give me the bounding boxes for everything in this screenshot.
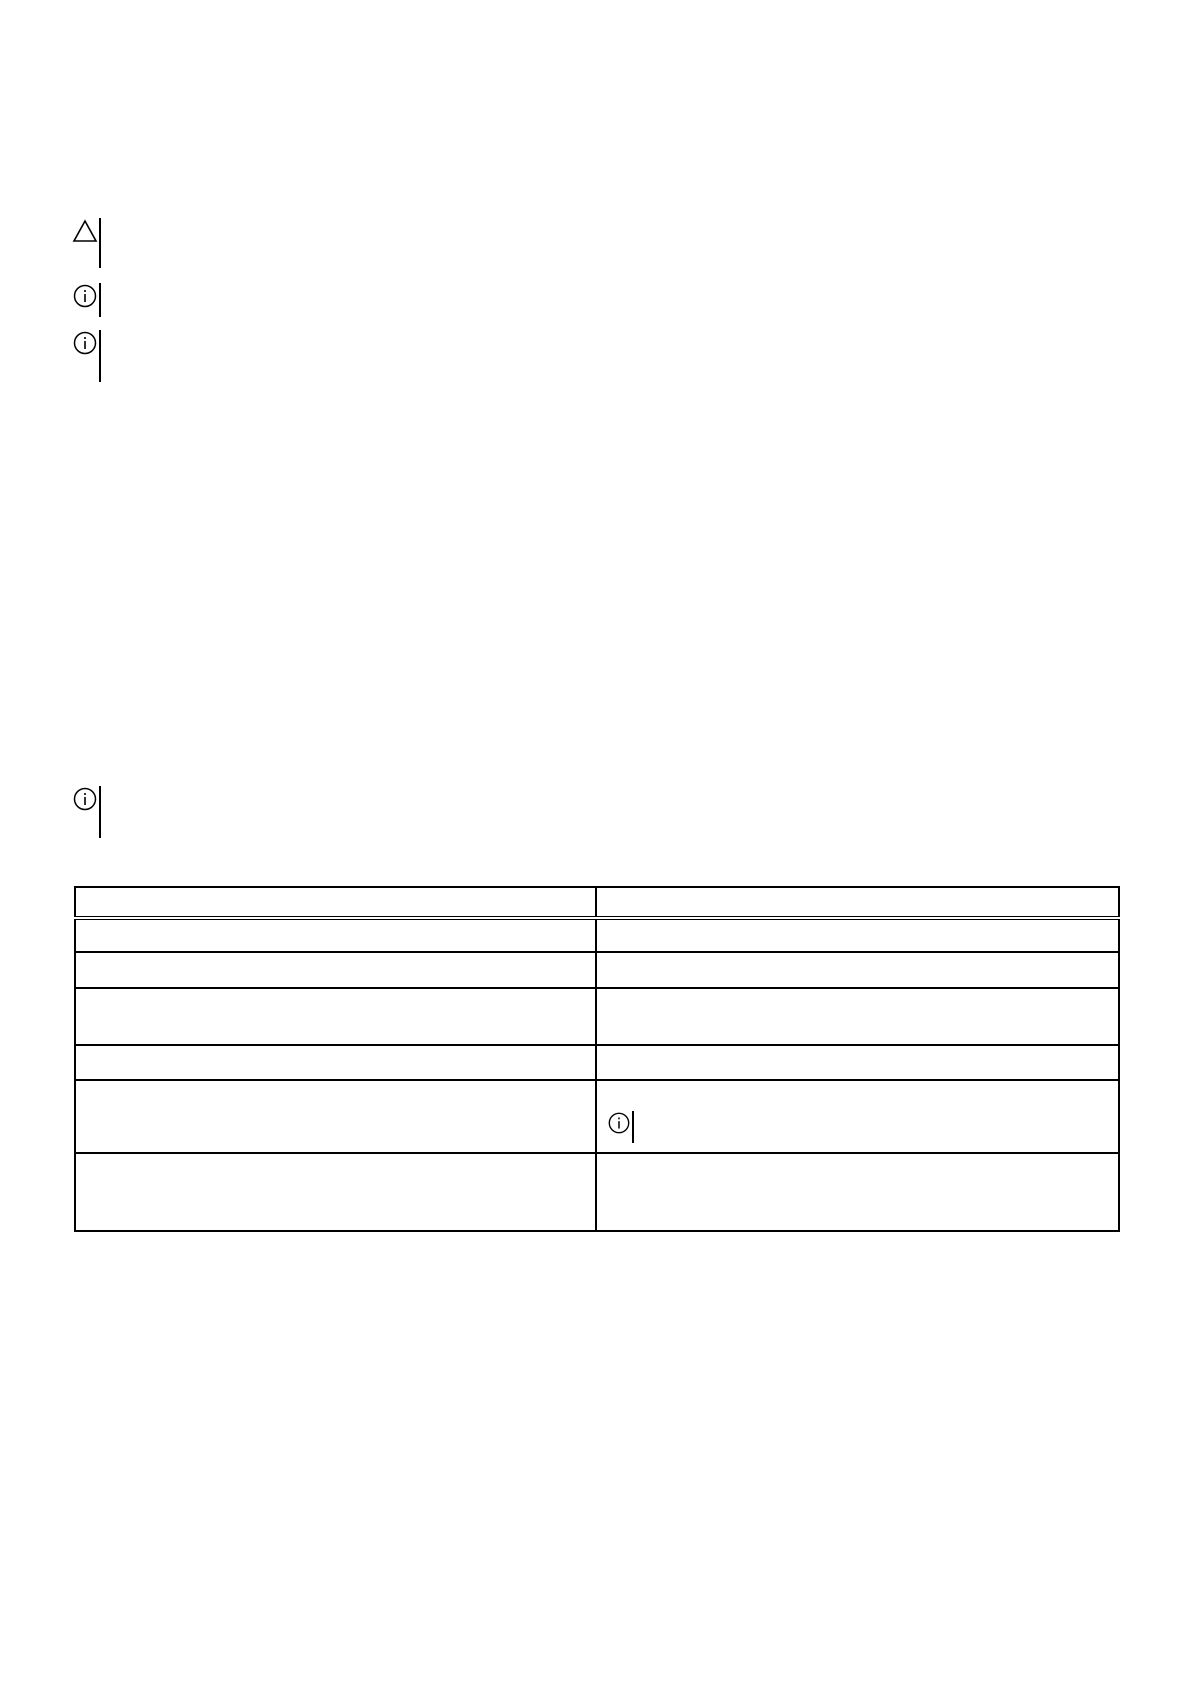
callout-bar: [99, 330, 101, 382]
table-cell: [75, 988, 596, 1045]
table-cell: [596, 918, 1119, 952]
table-row: [75, 988, 1119, 1045]
callout-bar: [632, 1111, 634, 1143]
table-cell: [75, 1080, 596, 1153]
table-cell: [596, 952, 1119, 988]
table-row: [75, 1080, 1119, 1153]
note-info-icon: [72, 283, 98, 309]
callout-bar: [99, 218, 101, 268]
note-info-icon: [607, 1111, 631, 1135]
callout-bar: [99, 283, 101, 317]
table-cell: [596, 988, 1119, 1045]
callout-bar: [99, 786, 101, 838]
cell-note-callout: [607, 1111, 1108, 1143]
note-callout: [72, 330, 111, 382]
table-cell: [75, 918, 596, 952]
note-callout: [72, 786, 111, 838]
table-cell: [75, 1045, 596, 1080]
table-cell: [75, 952, 596, 988]
caution-triangle-icon: [72, 218, 98, 244]
table-header-cell: [596, 887, 1119, 918]
table-cell: [596, 1045, 1119, 1080]
note-info-icon: [72, 330, 98, 356]
note-callout: [72, 283, 111, 317]
table-cell: [596, 1153, 1119, 1231]
table-row: [75, 952, 1119, 988]
note-info-icon: [72, 786, 98, 812]
table-cell: [75, 1153, 596, 1231]
spec-table: [74, 886, 1120, 1232]
table-row: [75, 918, 1119, 952]
table-header-row: [75, 887, 1119, 918]
table-cell: [596, 1080, 1119, 1153]
caution-callout: [72, 218, 111, 268]
table-header-cell: [75, 887, 596, 918]
table-row: [75, 1153, 1119, 1231]
table-row: [75, 1045, 1119, 1080]
